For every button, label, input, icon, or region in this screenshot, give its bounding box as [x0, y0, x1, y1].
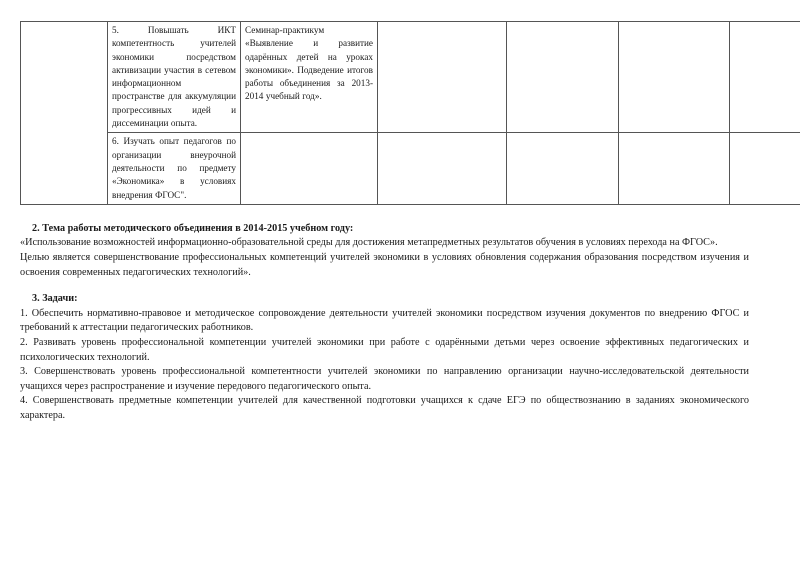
- table-cell-event-5: [241, 22, 378, 133]
- table-cell-col5-row1: [619, 133, 730, 204]
- task-item-2: 2. Развивать уровень профессиональной компетенции учителей экономики при работе с одарёнными детьми через освоение эффективных педагогических и психологических технологий.: [20, 337, 749, 363]
- section-theme-paragraph-2: Целью является совершенствование профессиональных компетенций учителей экономики в условиях обновления содержания образования посредством изучения и освоения современных педагогических технологий».: [20, 252, 749, 278]
- objective-6-text: 6. Изучать опыт педагогов по организации внеурочной деятельности по предмету «Экономика» в условиях внедрения ФГОС".: [112, 136, 236, 200]
- section-theme-paragraph-1: «Использование возможностей информационно-образовательной среды для достижения метапредметных результатов обучения в условиях перехода на ФГОС».: [20, 237, 718, 249]
- plan-table: [20, 21, 800, 205]
- task-item-1: 1. Обеспечить нормативно-правовое и методическое сопровождение деятельности учителей экономики посредством изучения документов по внедрению ФГОС и требований к аттестации педагогических работников.: [20, 307, 749, 334]
- table-cell-objective-5: [108, 22, 241, 133]
- table-cell-col5-row0: [619, 22, 730, 133]
- task-item-4: 4. Совершенствовать предметные компетенции учителей для качественной подготовки учащихся к сдаче ЕГЭ по обществознанию в заданиях экономического характера.: [20, 395, 749, 421]
- table-cell-col3-row1: [378, 133, 507, 204]
- table-cell-col6-row0: [730, 22, 800, 133]
- document-body: [20, 222, 749, 424]
- table-cell-col3-row0: [378, 22, 507, 133]
- table-cell-col4-row0: [507, 22, 619, 133]
- table-cell-col6-row1: [730, 133, 800, 204]
- objective-5-text: 5. Повышать ИКТ компетентность учителей экономики посредством активизации участия в сетевом информационном пространстве для аккумуляции прогрессивных идей и диссеминации опыта.: [112, 25, 236, 129]
- section-tasks: [20, 292, 749, 423]
- table-cell-col0-row0: [21, 22, 108, 205]
- table-cell-col4-row1: [507, 133, 619, 204]
- event-5-text: Семинар-практикум «Выявление и развитие одарённых детей на уроках экономики». Подведение итогов работы объединения за 2013-2014 учебный год».: [245, 25, 373, 102]
- section-tasks-heading: 3. Задачи:: [32, 293, 78, 305]
- task-item-3: 3. Совершенствовать уровень профессиональной компетентности учителей экономики по направлению организации научно-исследовательской деятельности учащихся через распространение и изучение передового педагогического опыта.: [20, 366, 749, 392]
- table-cell-col2-row1: [241, 133, 378, 204]
- table-row: [21, 22, 800, 133]
- table-row: [21, 133, 800, 204]
- table-cell-objective-6: [108, 133, 241, 204]
- section-theme: [20, 222, 749, 280]
- section-theme-heading: 2. Тема работы методического объединения в 2014-2015 учебном году:: [32, 222, 354, 234]
